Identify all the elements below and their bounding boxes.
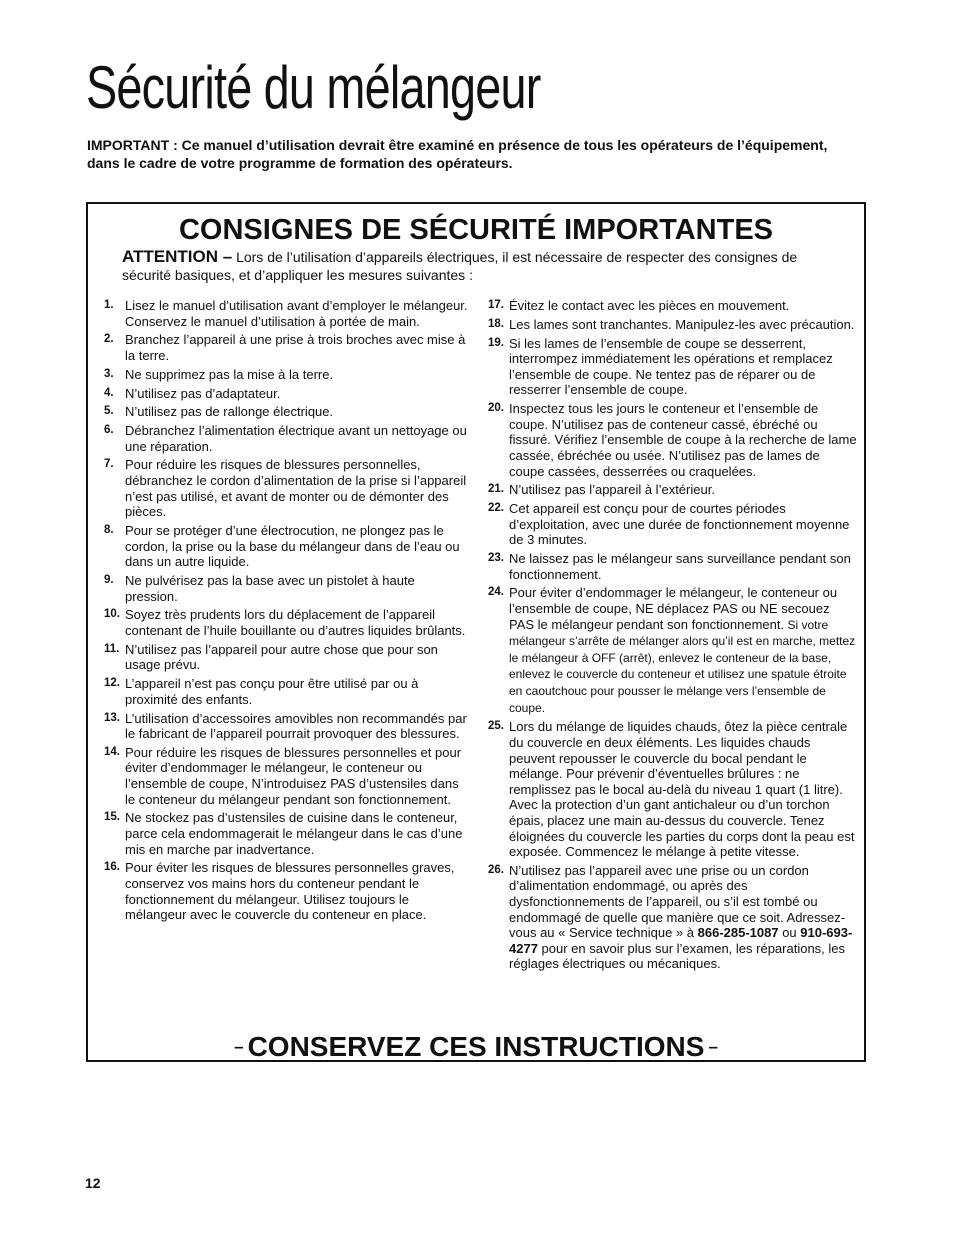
item-text: N’utilisez pas de rallonge électrique.: [125, 404, 334, 420]
list-item: [104, 607, 468, 638]
item-number: 26.: [488, 863, 504, 876]
list-item: [488, 585, 858, 716]
important-notice: IMPORTANT : Ce manuel d’utilisation devrait être examiné en présence de tous les opérateurs de l’équipement, dans le cadre de votre programme de formation des opérateurs.: [87, 137, 828, 171]
item-number: 6.: [104, 424, 114, 437]
list-item: [104, 642, 468, 673]
item-number: 18.: [488, 317, 504, 330]
item-number: 10.: [104, 608, 120, 621]
item-number: 4.: [104, 386, 114, 399]
item-number: 14.: [104, 745, 120, 758]
item-text: Débranchez l’alimentation électrique avant un nettoyage ou une réparation.: [125, 423, 467, 454]
list-item: [488, 863, 858, 972]
item-text: N’utilisez pas l’appareil pour autre chose que pour son usage prévu.: [125, 641, 438, 673]
item-text: L’appareil n’est pas conçu pour être utilisé par ou à proximité des enfants.: [125, 676, 419, 707]
item-number: 15.: [104, 811, 120, 824]
list-item: [104, 386, 468, 402]
item-text: N’utilisez pas l’appareil à l’extérieur.: [509, 482, 715, 498]
item-number: 5.: [104, 405, 114, 418]
item-number: 11.: [104, 642, 120, 655]
list-item: [104, 457, 468, 519]
list-item: [488, 401, 858, 479]
item-number: 25.: [488, 720, 504, 733]
footer-dash-right: –: [708, 1037, 718, 1056]
item-text: Cet appareil est conçu pour de courtes périodes d’exploitation, avec une durée de fonctionnement moyenne de 3 minutes.: [509, 501, 850, 548]
item-number: 13.: [104, 711, 120, 724]
list-item: [488, 551, 858, 582]
item-number: 23.: [488, 552, 504, 565]
item-text: Branchez l’appareil à une prise à trois broches avec mise à la terre.: [125, 332, 466, 363]
item-text: [509, 863, 858, 972]
safety-list-right: [488, 298, 858, 975]
service-phone-2: 910-693-4277: [509, 925, 853, 956]
item-number: 2.: [104, 333, 114, 346]
item-text: Pour réduire les risques de blessures personnelles et pour éviter d’endommager le mélangeur, le conteneur ou l’ensemble de coupe, N’introduisez PAS d’ustensiles dans le conteneur du mélangeur pendant son fonctionnement.: [125, 744, 462, 807]
list-item: [104, 810, 468, 857]
list-item: [104, 676, 468, 707]
item-number: 16.: [104, 861, 120, 874]
item-number: 21.: [488, 483, 504, 496]
item-number: 1.: [104, 299, 114, 311]
list-item: [488, 317, 858, 333]
item-number: 22.: [488, 502, 504, 515]
item-number: 24.: [488, 586, 504, 599]
list-item: [104, 573, 468, 604]
item-number: 3.: [104, 367, 114, 380]
attention-paragraph: [122, 248, 838, 284]
item-text: Lisez le manuel d’utilisation avant d’employer le mélangeur. Conservez le manuel d’utilisation à portée de main.: [125, 298, 468, 329]
item-text-main: N’utilisez pas l’appareil avec une prise ou un cordon d’alimentation endommagé, ou après des dysfonctionnements de l’appareil, ou s’il est tombé ou endommagé de quelle que manière que ce soit. Adressez-vous au « Service technique » à: [509, 862, 846, 941]
list-item: [104, 404, 468, 420]
list-item: [104, 523, 468, 570]
item-number: 12.: [104, 677, 120, 690]
list-item: [104, 711, 468, 742]
item-text: Pour se protéger d’une électrocution, ne plongez pas le cordon, la prise ou la base du mélangeur dans de l’eau ou dans un autre liquide.: [125, 523, 460, 570]
list-item: [488, 482, 858, 498]
item-text: [509, 585, 858, 716]
item-text-end: pour en savoir plus sur l’examen, les réparations, les réglages électriques ou mécaniques.: [509, 940, 846, 972]
item-number: 20.: [488, 402, 504, 415]
item-text: N’utilisez pas d’adaptateur.: [125, 385, 281, 401]
item-text: Lors du mélange de liquides chauds, ôtez la pièce centrale du couvercle en deux éléments. Les liquides chauds peuvent repousser le couvercle du bocal pendant le mélange. Pour prévenir d’éventuelles brûlures : ne remplissez pas le bocal au-delà du niveau 1 quart (1 litre). Avec la protection d’un gant antichaleur ou d’un torchon épais, placez une main au-dessus du couvercle. Tenez éloignées du couvercle les parties du corps dont la peau est exposée. Commencez le mélange à petite vitesse.: [509, 719, 855, 860]
attention-lead: ATTENTION –: [122, 247, 233, 266]
safety-list-left: [104, 298, 468, 926]
item-text: Ne pulvérisez pas la base avec un pistolet à haute pression.: [125, 573, 415, 604]
item-number: 7.: [104, 458, 114, 471]
item-text: Évitez le contact avec les pièces en mouvement.: [509, 298, 790, 313]
item-text: Ne laissez pas le mélangeur sans surveillance pendant son fonctionnement.: [509, 551, 851, 582]
list-item: [104, 367, 468, 383]
list-item: [104, 298, 468, 329]
safety-box: [86, 202, 866, 1062]
list-item: [488, 336, 858, 398]
service-phone-1: 866-285-1087: [697, 925, 779, 941]
item-number: 8.: [104, 524, 114, 537]
list-item: [488, 719, 858, 859]
attention-text: Lors de l’utilisation d’appareils électriques, il est nécessaire de respecter des consignes de sécurité basiques, et d’appliquer les mesures suivantes :: [122, 249, 798, 283]
list-item: [104, 332, 468, 363]
list-item: [104, 745, 468, 807]
item-text: Pour éviter les risques de blessures personnelles graves, conservez vos mains hors du conteneur pendant le fonctionnement du mélangeur. Utilisez toujours le mélangeur avec le couvercle du conteneur en place.: [125, 860, 455, 923]
item-text-detail: Si votre mélangeur s’arrête de mélanger alors qu’il est en marche, mettez le mélangeur à OFF (arrêt), enlevez le conteneur de la base, enlevez le couvercle du conteneur et utilisez une spatule étroite en caoutchouc pour pousser le mélange vers l’ensemble de coupe.: [509, 617, 856, 715]
item-text: L’utilisation d’accessoires amovibles non recommandés par le fabricant de l’appareil pourrait provoquer des blessures.: [125, 710, 467, 742]
item-text: Inspectez tous les jours le conteneur et l’ensemble de coupe. N’utilisez pas de conteneur cassé, ébréché ou fissuré. Vérifiez l’ensemble de coupe à la recherche de lame cassée, ébréchée ou usée. N’utilisez pas de lames de coupe cassées, desserrées ou craquelées.: [509, 401, 857, 479]
footer-text: CONSERVEZ CES INSTRUCTIONS: [247, 1031, 705, 1062]
item-number: 19.: [488, 336, 504, 349]
footer-dash-left: –: [234, 1037, 244, 1056]
item-text-main: Pour éviter d’endommager le mélangeur, le conteneur ou l’ensemble de coupe, NE déplacez PAS ou NE secouez PAS le mélangeur pendant son fonctionnement.: [509, 585, 838, 632]
safety-heading: CONSIGNES DE SÉCURITÉ IMPORTANTES: [178, 214, 774, 246]
item-number: 17.: [488, 299, 504, 311]
list-item: [488, 501, 858, 548]
item-text: Soyez très prudents lors du déplacement de l’appareil contenant de l’huile bouillante ou d’autres liquides brûlants.: [125, 607, 466, 638]
item-number: 9.: [104, 574, 114, 586]
list-item: [104, 860, 468, 922]
item-text: Ne supprimez pas la mise à la terre.: [125, 366, 334, 382]
item-text: Pour réduire les risques de blessures personnelles, débranchez le cordon d’alimentation de la prise si l’appareil n’est pas utilisé, et avant de monter ou de démonter des pièces.: [125, 457, 467, 520]
list-item: [104, 423, 468, 454]
list-item: [488, 298, 858, 314]
page-number: 12: [85, 1175, 101, 1191]
item-text: Les lames sont tranchantes. Manipulez-les avec précaution.: [509, 316, 855, 332]
item-text-or: ou: [778, 925, 801, 941]
page-title: Sécurité du mélangeur: [86, 54, 541, 121]
item-text: Ne stockez pas d’ustensiles de cuisine dans le conteneur, parce cela endommagerait le mélangeur dans le cas d’une mis en marche par inadvertance.: [125, 810, 463, 857]
keep-instructions: [88, 1030, 864, 1064]
item-text: Si les lames de l’ensemble de coupe se desserrent, interrompez immédiatement les opérations et remplacez l’ensemble de coupe. Ne tentez pas de réparer ou de resserrer l’ensemble de coupe.: [509, 335, 833, 398]
